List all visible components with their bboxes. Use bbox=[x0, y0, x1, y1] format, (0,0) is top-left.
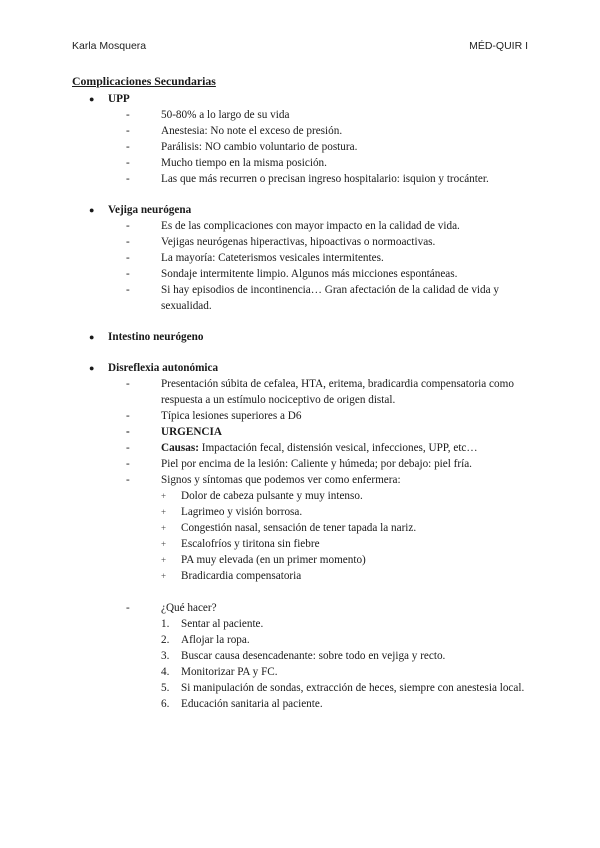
signo-text: Lagrimeo y visión borrosa. bbox=[181, 506, 303, 518]
urgencia-label: URGENCIA bbox=[161, 426, 222, 438]
causas-text: Impactación fecal, distensión vesical, infecciones, UPP, etc… bbox=[198, 442, 478, 454]
item-text: Piel por encima de la lesión: Caliente y húmeda; por debajo: piel fría. bbox=[161, 458, 472, 470]
dash-icon: - bbox=[126, 236, 130, 248]
item-list bbox=[108, 376, 532, 712]
dash-icon: - bbox=[126, 602, 130, 614]
section-vejiga-neurogena bbox=[72, 202, 532, 314]
section-disreflexia-autonomica bbox=[72, 360, 532, 712]
list-item bbox=[126, 408, 532, 424]
dash-icon: - bbox=[126, 378, 130, 390]
dash-icon: - bbox=[126, 268, 130, 280]
step-number: 5. bbox=[161, 682, 170, 694]
plus-icon: + bbox=[161, 555, 167, 565]
dash-icon: - bbox=[126, 410, 130, 422]
list-item bbox=[126, 234, 532, 250]
list-item bbox=[126, 250, 532, 266]
list-item bbox=[126, 123, 532, 139]
item-text: Es de las complicaciones con mayor impacto en la calidad de vida. bbox=[161, 220, 460, 232]
item-text: Vejigas neurógenas hiperactivas, hipoactivas o normoactivas. bbox=[161, 236, 436, 248]
plus-icon: + bbox=[161, 571, 167, 581]
signo-text: Bradicardia compensatoria bbox=[181, 570, 302, 582]
step-number: 4. bbox=[161, 666, 170, 678]
step-text: Si manipulación de sondas, extracción de heces, siempre con anestesia local. bbox=[181, 682, 525, 694]
list-item-causas bbox=[126, 440, 532, 456]
step-number: 1. bbox=[161, 618, 170, 630]
item-text: Si hay episodios de incontinencia… Gran afectación de la calidad de vida y sexualidad. bbox=[161, 284, 499, 312]
list-item bbox=[126, 218, 532, 234]
step-text: Sentar al paciente. bbox=[181, 618, 264, 630]
list-item bbox=[126, 456, 532, 472]
item-text: 50-80% a lo largo de su vida bbox=[161, 109, 290, 121]
bullet-icon: ● bbox=[89, 205, 95, 215]
step-text: Educación sanitaria al paciente. bbox=[181, 698, 323, 710]
list-item-urgencia bbox=[126, 424, 532, 440]
dash-icon: - bbox=[126, 125, 130, 137]
item-text: Presentación súbita de cefalea, HTA, eritema, bradicardia compensatoria como respuesta a un estímulo nociceptivo de origen distal. bbox=[161, 378, 514, 406]
step-text: Monitorizar PA y FC. bbox=[181, 666, 278, 678]
list-item bbox=[126, 282, 532, 314]
item-text: Sondaje intermitente limpio. Algunos más micciones espontáneas. bbox=[161, 268, 458, 280]
signo-item bbox=[161, 536, 532, 552]
step-item bbox=[161, 616, 532, 632]
dash-icon: - bbox=[126, 173, 130, 185]
dash-icon: - bbox=[126, 284, 130, 296]
signo-text: PA muy elevada (en un primer momento) bbox=[181, 554, 366, 566]
signo-item bbox=[161, 488, 532, 504]
list-item bbox=[126, 139, 532, 155]
dash-icon: - bbox=[126, 426, 130, 438]
signo-text: Dolor de cabeza pulsante y muy intenso. bbox=[181, 490, 363, 502]
document-title: Complicaciones Secundarias bbox=[72, 74, 216, 88]
item-text: Anestesia: No note el exceso de presión. bbox=[161, 125, 343, 137]
bullet-icon: ● bbox=[89, 332, 95, 342]
plus-icon: + bbox=[161, 507, 167, 517]
item-list bbox=[108, 218, 532, 314]
item-text: Parálisis: NO cambio voluntario de postura. bbox=[161, 141, 358, 153]
item-text: La mayoría: Cateterismos vesicales intermitentes. bbox=[161, 252, 384, 264]
list-item bbox=[126, 155, 532, 171]
bullet-icon: ● bbox=[89, 94, 95, 104]
step-item bbox=[161, 632, 532, 648]
list-item bbox=[126, 376, 532, 408]
signo-item bbox=[161, 504, 532, 520]
section-upp bbox=[72, 91, 532, 187]
list-item-signos bbox=[126, 472, 532, 600]
signo-item bbox=[161, 552, 532, 568]
step-item bbox=[161, 648, 532, 664]
section-intestino-neurogeno bbox=[72, 329, 532, 345]
signo-item bbox=[161, 520, 532, 536]
dash-icon: - bbox=[126, 157, 130, 169]
item-text: Las que más recurren o precisan ingreso hospitalario: isquion y trocánter. bbox=[161, 173, 489, 185]
dash-icon: - bbox=[126, 458, 130, 470]
item-list bbox=[108, 107, 532, 187]
step-text: Buscar causa desencadenante: sobre todo en vejiga y recto. bbox=[181, 650, 446, 662]
header-subject: MÉD-QUIR I bbox=[469, 40, 528, 52]
list-item bbox=[126, 266, 532, 282]
bullet-icon: ● bbox=[89, 363, 95, 373]
section-title: UPP bbox=[108, 93, 130, 105]
signos-list bbox=[161, 488, 532, 584]
plus-icon: + bbox=[161, 539, 167, 549]
causas-label: Causas: bbox=[161, 442, 199, 454]
step-number: 6. bbox=[161, 698, 170, 710]
section-title: Intestino neurógeno bbox=[108, 331, 204, 343]
list-item bbox=[126, 107, 532, 123]
item-text: Mucho tiempo en la misma posición. bbox=[161, 157, 327, 169]
signos-label: Signos y síntomas que podemos ver como enfermera: bbox=[161, 474, 401, 486]
list-item bbox=[126, 171, 532, 187]
item-text: Típica lesiones superiores a D6 bbox=[161, 410, 302, 422]
que-hacer-label: ¿Qué hacer? bbox=[161, 602, 217, 614]
header-author: Karla Mosquera bbox=[72, 40, 147, 52]
signo-item bbox=[161, 568, 532, 584]
dash-icon: - bbox=[126, 109, 130, 121]
signo-text: Escalofríos y tiritona sin fiebre bbox=[181, 538, 320, 550]
step-number: 2. bbox=[161, 634, 170, 646]
plus-icon: + bbox=[161, 523, 167, 533]
content bbox=[72, 73, 532, 712]
dash-icon: - bbox=[126, 442, 130, 454]
dash-icon: - bbox=[126, 474, 130, 486]
plus-icon: + bbox=[161, 491, 167, 501]
dash-icon: - bbox=[126, 220, 130, 232]
section-title: Disreflexia autonómica bbox=[108, 362, 219, 374]
step-item bbox=[161, 680, 532, 696]
dash-icon: - bbox=[126, 252, 130, 264]
step-text: Aflojar la ropa. bbox=[181, 634, 250, 646]
spacer bbox=[161, 584, 532, 600]
step-item bbox=[161, 664, 532, 680]
dash-icon: - bbox=[126, 141, 130, 153]
step-number: 3. bbox=[161, 650, 170, 662]
signo-text: Congestión nasal, sensación de tener tapada la nariz. bbox=[181, 522, 417, 534]
que-hacer-list bbox=[161, 616, 532, 712]
step-item bbox=[161, 696, 532, 712]
list-item-que-hacer bbox=[126, 600, 532, 712]
section-title: Vejiga neurógena bbox=[108, 204, 192, 216]
